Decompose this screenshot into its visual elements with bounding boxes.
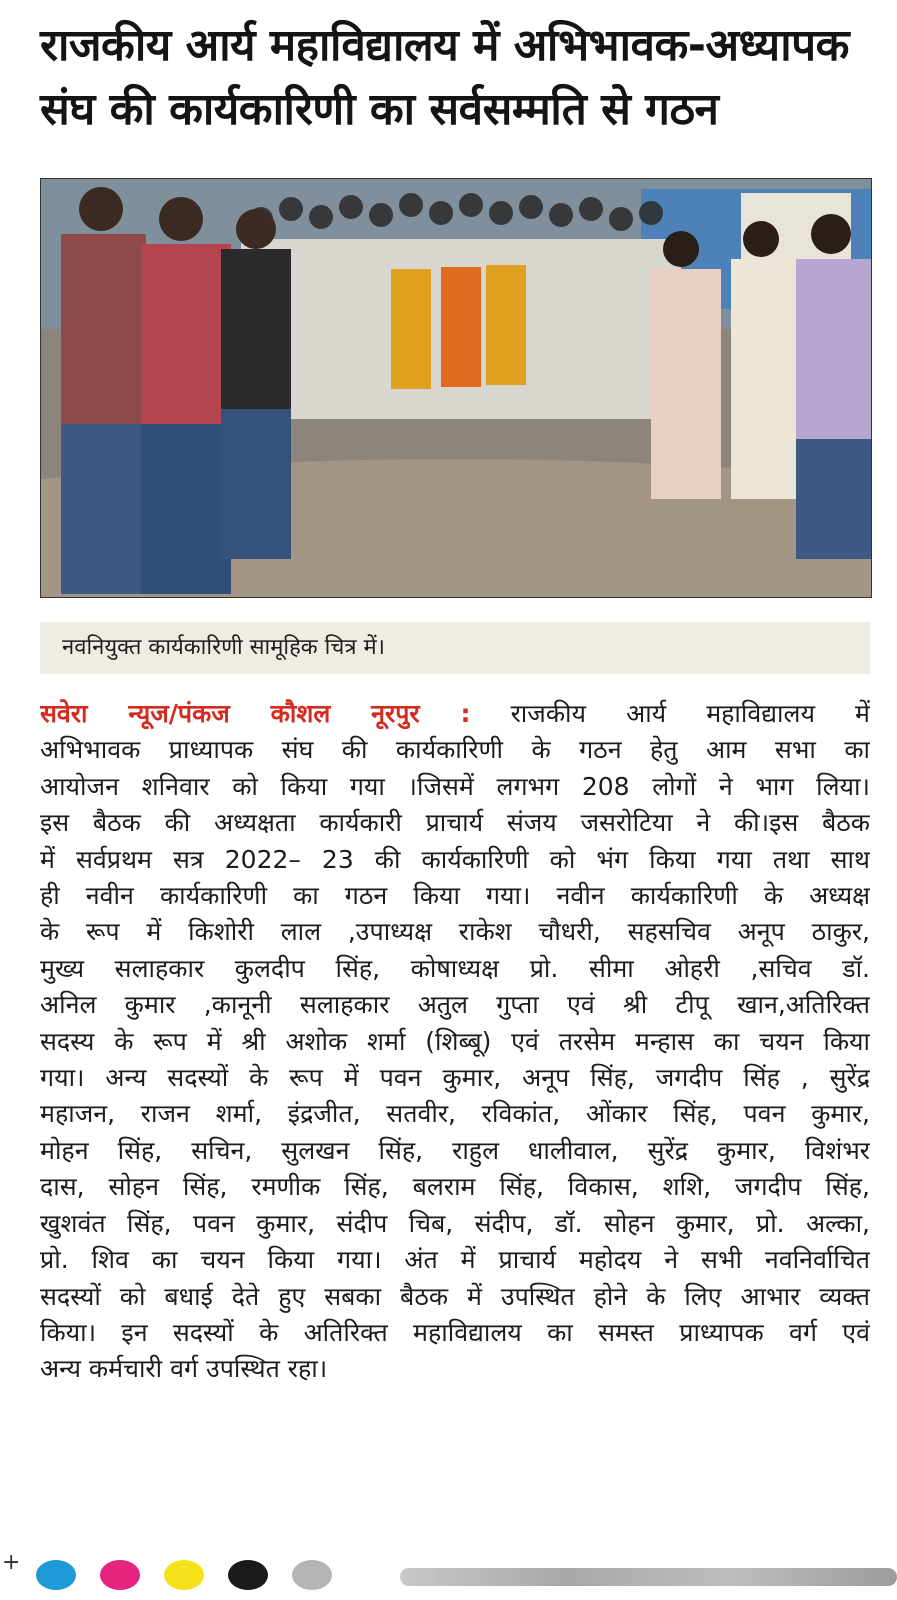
article-line: सदस्य के रूप में श्री अशोक शर्मा (शिब्बू) एवं तरसेम मन्हास का चयन किया [40,1026,870,1056]
yellow-dot [164,1560,204,1590]
article-line: गया। अन्य सदस्यों के रूप में पवन कुमार, अनूप सिंह, जगदीप सिंह , सुरेंद्र [40,1063,870,1093]
article-line: मुख्य सलाहकार कुलदीप सिंह, कोषाध्यक्ष प्रो. सीमा ओहरी ,सचिव डॉ. [40,953,870,983]
article-line: प्रो. शिव का चयन किया गया। अंत में प्राचार्य महोदय ने सभी नवनिर्वाचित [40,1245,870,1275]
crosshair-icon: + [2,1550,21,1575]
black-dot [228,1560,268,1590]
headline-line-2: संघ की कार्यकारिणी का सर्वसम्मति से गठन [40,84,719,135]
article-line: मोहन सिंह, सचिन, सुलखन सिंह, राहुल धालीवाल, सुरेंद्र कुमार, विशंभर [40,1135,870,1165]
gray-strip [400,1568,897,1586]
article-line: खुशवंत सिंह, पवन कुमार, संदीप चिब, संदीप, डॉ. सोहन कुमार, प्रो. अल्का, [40,1208,870,1238]
article-line: किया। इन सदस्यों के अतिरिक्त महाविद्यालय का समस्त प्राध्यापक वर्ग एवं [40,1317,870,1347]
print-registration-bar [0,1548,897,1600]
photo-caption: नवनियुक्त कार्यकारिणी सामूहिक चित्र में। [40,622,870,674]
article-line: के रूप में किशोरी लाल ,उपाध्यक्ष राकेश चौधरी, सहसचिव अनूप ठाकुर, [40,917,870,947]
article-body [40,696,870,1388]
article-line: दास, सोहन सिंह, रमणीक सिंह, बलराम सिंह, विकास, शशि, जगदीप सिंह, [40,1172,870,1202]
article-line [40,696,870,732]
article-line: ही नवीन कार्यकारिणी का गठन किया गया। नवीन कार्यकारिणी के अध्यक्ष [40,881,870,911]
article-line: अन्य कर्मचारी वर्ग उपस्थित रहा। [40,1354,328,1384]
article-line: इस बैठक की अध्यक्षता कार्यकारी प्राचार्य संजय जसरोटिया ने की।इस बैठक [40,808,870,838]
gray-dot [292,1560,332,1590]
article-line-text: राजकीय आर्य महाविद्यालय में [470,699,870,728]
article-line: अनिल कुमार ,कानूनी सलाहकार अतुल गुप्ता एवं श्री टीपू खान,अतिरिक्त [40,990,870,1020]
magenta-dot [100,1560,140,1590]
article-line: अभिभावक प्राध्यापक संघ की कार्यकारिणी के गठन हेतु आम सभा का [40,735,870,765]
article-line: सदस्यों को बधाई देते हुए सबका बैठक में उपस्थित होने के लिए आभार व्यक्त [40,1281,870,1311]
headline-line-1: राजकीय आर्य महाविद्यालय में अभिभावक-अध्यापक [40,20,849,71]
article-line: आयोजन शनिवार को किया गया ।जिसमें लगभग 208 लोगों ने भाग लिया। [40,771,870,801]
article-line: में सर्वप्रथम सत्र 2022– 23 की कार्यकारिणी को भंग किया गया तथा साथ [40,844,870,874]
dateline: सवेरा न्यूज/पंकज कौशल नूरपुर : [40,699,471,728]
article-line: महाजन, राजन शर्मा, इंद्रजीत, सतवीर, रविकांत, ओंकार सिंह, पवन कुमार, [40,1099,870,1129]
group-photo-icon [41,179,871,597]
headline [40,14,870,142]
group-photo [40,178,872,598]
cyan-dot [36,1560,76,1590]
